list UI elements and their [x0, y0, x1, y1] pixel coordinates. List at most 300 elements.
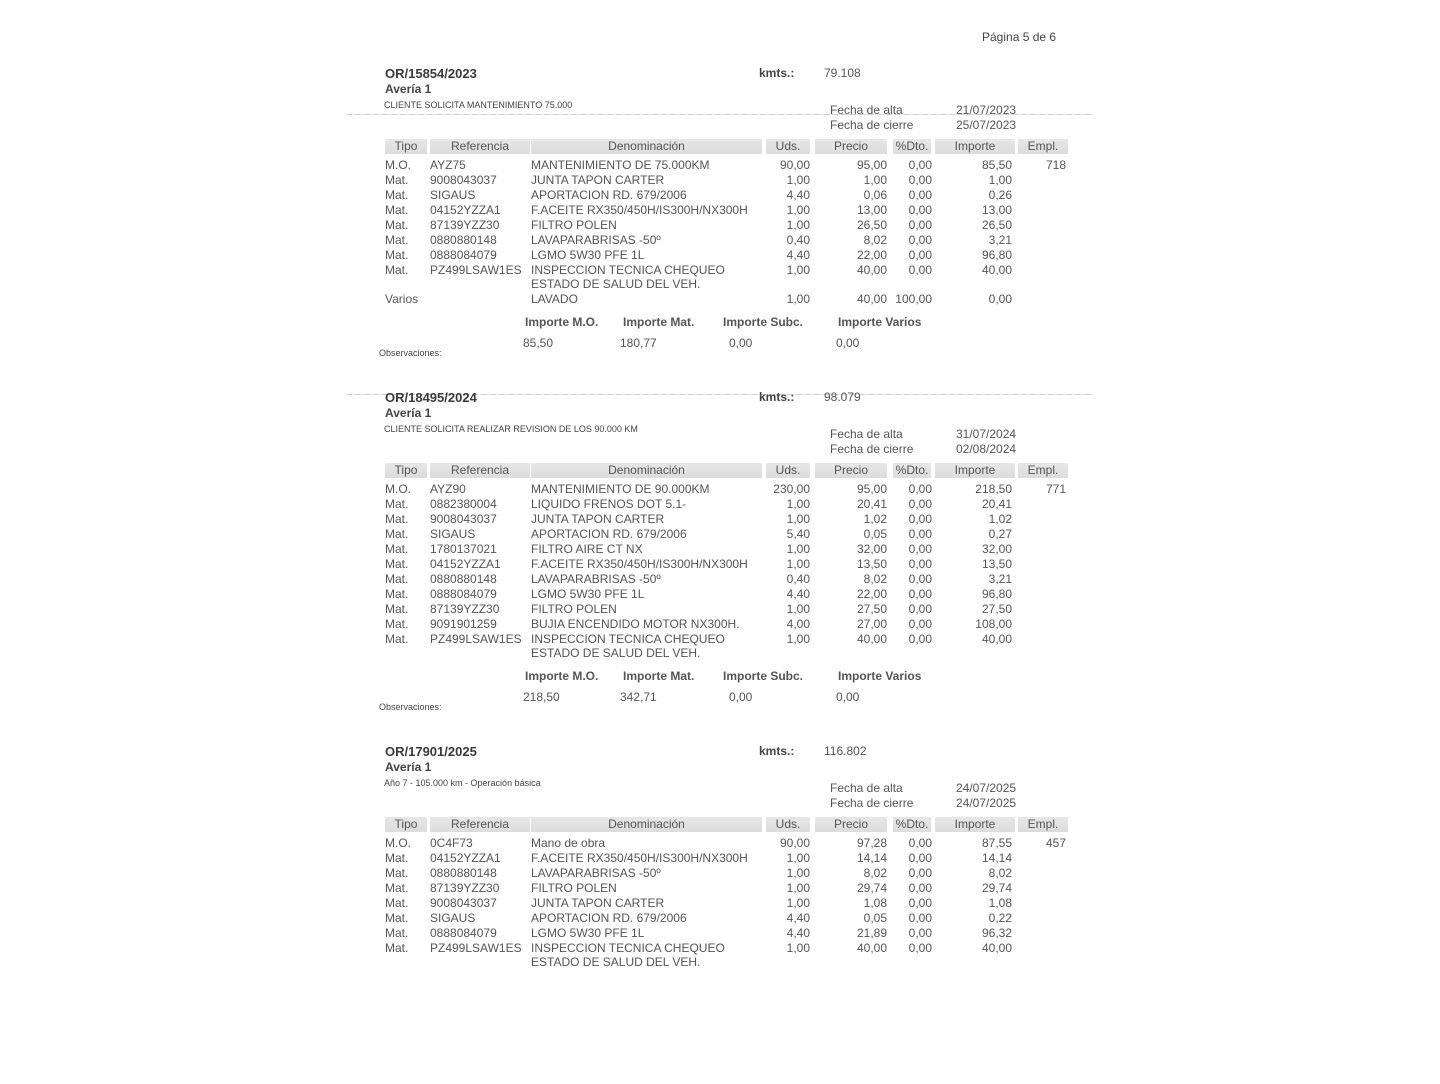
line-precio: 40,00	[856, 632, 887, 646]
line-denominacion: MANTENIMIENTO DE 90.000KM	[531, 482, 710, 496]
line-precio: 29,74	[856, 881, 887, 895]
client-request: CLIENTE SOLICITA MANTENIMIENTO 75.000	[384, 100, 573, 110]
line-uds: 1,00	[786, 632, 810, 646]
line-denominacion: FILTRO AIRE CT NX	[531, 542, 643, 556]
line-dto: 0,00	[908, 542, 932, 556]
line-dto: 0,00	[908, 512, 932, 526]
table-row	[0, 158, 1440, 173]
kmts-value: 98.079	[824, 390, 861, 404]
line-denominacion: LAVADO	[531, 292, 578, 306]
line-tipo: Mat.	[385, 512, 409, 526]
table-row	[0, 527, 1440, 542]
line-denominacion: LAVAPARABRISAS -50º	[531, 233, 661, 247]
line-dto: 0,00	[908, 851, 932, 865]
line-referencia: 0882380004	[430, 497, 497, 511]
table-row	[0, 896, 1440, 911]
line-precio: 40,00	[856, 941, 887, 955]
line-importe: 85,50	[981, 158, 1012, 172]
line-denominacion-cont: ESTADO DE SALUD DEL VEH.	[531, 646, 701, 660]
line-importe: 27,50	[981, 602, 1012, 616]
header-uds: Uds.	[766, 463, 810, 478]
line-denominacion: LGMO 5W30 PFE 1L	[531, 587, 645, 601]
total-label-varios: Importe Varios	[838, 669, 922, 683]
line-uds: 230,00	[773, 482, 810, 496]
line-tipo: Mat.	[385, 572, 409, 586]
line-referencia: 04152YZZA1	[430, 203, 501, 217]
line-denominacion: INSPECCION TECNICA CHEQUEO	[531, 632, 725, 646]
kmts-label: kmts.:	[759, 744, 795, 758]
total-label-subc: Importe Subc.	[723, 669, 804, 683]
line-dto: 0,00	[908, 572, 932, 586]
line-denominacion: APORTACION RD. 679/2006	[531, 911, 687, 925]
line-dto: 0,00	[908, 881, 932, 895]
line-importe: 14,14	[981, 851, 1012, 865]
line-tipo: Mat.	[385, 881, 409, 895]
table-row	[0, 926, 1440, 941]
line-importe: 20,41	[981, 497, 1012, 511]
line-uds: 90,00	[779, 158, 810, 172]
line-denominacion: LAVAPARABRISAS -50º	[531, 866, 661, 880]
fecha-cierre-value: 25/07/2023	[956, 118, 1017, 132]
table-row	[0, 572, 1440, 587]
line-importe: 1,08	[988, 896, 1012, 910]
line-tipo: Mat.	[385, 557, 409, 571]
line-uds: 5,40	[786, 527, 810, 541]
fecha-alta-value: 31/07/2024	[956, 427, 1017, 441]
line-dto: 0,00	[908, 602, 932, 616]
header-uds: Uds.	[766, 139, 810, 154]
table-row	[0, 248, 1440, 263]
line-dto: 0,00	[908, 926, 932, 940]
line-uds: 4,40	[786, 911, 810, 925]
line-importe: 96,80	[981, 248, 1012, 262]
header-referencia: Referencia	[430, 817, 530, 832]
line-uds: 1,00	[786, 602, 810, 616]
header-precio: Precio	[815, 139, 887, 154]
line-tipo: M.O.	[385, 158, 411, 172]
line-importe: 1,00	[988, 173, 1012, 187]
line-tipo: Mat.	[385, 203, 409, 217]
line-referencia: PZ499LSAW1ES	[430, 941, 522, 955]
line-referencia: 1780137021	[430, 542, 497, 556]
order-number: OR/18495/2024	[385, 390, 477, 405]
line-dto: 0,00	[908, 527, 932, 541]
line-importe: 32,00	[981, 542, 1012, 556]
table-row	[0, 941, 1440, 956]
line-tipo: Mat.	[385, 248, 409, 262]
line-dto: 0,00	[908, 557, 932, 571]
table-row	[0, 602, 1440, 617]
line-dto: 0,00	[908, 896, 932, 910]
line-importe: 40,00	[981, 263, 1012, 277]
total-value-subc: 0,00	[729, 690, 753, 704]
table-row	[0, 173, 1440, 188]
line-tipo: Mat.	[385, 941, 409, 955]
header-referencia: Referencia	[430, 139, 530, 154]
line-precio: 8,02	[863, 866, 887, 880]
averia-label: Avería 1	[385, 406, 432, 420]
line-denominacion: JUNTA TAPON CARTER	[531, 512, 665, 526]
line-precio: 8,02	[863, 572, 887, 586]
table-row	[0, 911, 1440, 926]
line-uds: 1,00	[786, 896, 810, 910]
averia-label: Avería 1	[385, 82, 432, 96]
line-precio: 26,50	[856, 218, 887, 232]
line-uds: 1,00	[786, 941, 810, 955]
line-uds: 1,00	[786, 263, 810, 277]
table-row	[0, 233, 1440, 248]
line-denominacion: INSPECCION TECNICA CHEQUEO	[531, 263, 725, 277]
line-tipo: M.O.	[385, 836, 411, 850]
line-uds: 4,40	[786, 587, 810, 601]
table-row	[0, 542, 1440, 557]
line-tipo: Mat.	[385, 587, 409, 601]
header-precio: Precio	[815, 817, 887, 832]
table-row	[0, 292, 1440, 307]
line-empl: 771	[1046, 482, 1067, 496]
table-row-continuation	[0, 646, 1440, 661]
table-row	[0, 617, 1440, 632]
line-denominacion: JUNTA TAPON CARTER	[531, 896, 665, 910]
line-precio: 0,06	[863, 188, 887, 202]
line-tipo: Mat.	[385, 851, 409, 865]
line-precio: 22,00	[856, 248, 887, 262]
line-denominacion: APORTACION RD. 679/2006	[531, 188, 687, 202]
line-importe: 40,00	[981, 632, 1012, 646]
line-referencia: 0C4F73	[430, 836, 473, 850]
line-precio: 1,00	[863, 173, 887, 187]
header-precio: Precio	[815, 463, 887, 478]
total-label-mat: Importe Mat.	[623, 315, 695, 329]
line-dto: 0,00	[908, 203, 932, 217]
line-precio: 8,02	[863, 233, 887, 247]
line-dto: 0,00	[908, 836, 932, 850]
fecha-alta-value: 21/07/2023	[956, 103, 1017, 117]
table-row	[0, 851, 1440, 866]
header-tipo: Tipo	[385, 463, 427, 478]
table-row	[0, 482, 1440, 497]
line-dto: 0,00	[908, 158, 932, 172]
line-precio: 95,00	[856, 482, 887, 496]
table-row-continuation	[0, 955, 1440, 970]
line-denominacion: MANTENIMIENTO DE 75.000KM	[531, 158, 710, 172]
total-value-mat: 180,77	[620, 336, 657, 350]
table-row	[0, 218, 1440, 233]
line-dto: 0,00	[908, 632, 932, 646]
table-row	[0, 836, 1440, 851]
total-label-mo: Importe M.O.	[525, 315, 599, 329]
line-importe: 1,02	[988, 512, 1012, 526]
fecha-cierre-label: Fecha de cierre	[830, 796, 914, 810]
line-tipo: Mat.	[385, 218, 409, 232]
line-tipo: Mat.	[385, 617, 409, 631]
kmts-value: 116.802	[824, 744, 867, 758]
line-referencia: 0888084079	[430, 587, 497, 601]
line-precio: 27,00	[856, 617, 887, 631]
line-tipo: Mat.	[385, 866, 409, 880]
line-referencia: 9008043037	[430, 512, 497, 526]
line-precio: 95,00	[856, 158, 887, 172]
table-row	[0, 263, 1440, 278]
header-uds: Uds.	[766, 817, 810, 832]
line-denominacion: APORTACION RD. 679/2006	[531, 527, 687, 541]
order-number: OR/17901/2025	[385, 744, 477, 759]
line-importe: 0,00	[988, 292, 1012, 306]
line-dto: 0,00	[908, 866, 932, 880]
header-importe: Importe	[935, 463, 1015, 478]
observaciones-label: Observaciones:	[379, 702, 442, 712]
table-row	[0, 497, 1440, 512]
header-importe: Importe	[935, 139, 1015, 154]
line-denominacion-cont: ESTADO DE SALUD DEL VEH.	[531, 277, 701, 291]
line-dto: 0,00	[908, 263, 932, 277]
line-dto: 0,00	[908, 941, 932, 955]
line-importe: 108,00	[975, 617, 1012, 631]
line-referencia: 0888084079	[430, 248, 497, 262]
line-referencia: 04152YZZA1	[430, 557, 501, 571]
line-dto: 0,00	[908, 173, 932, 187]
line-tipo: Mat.	[385, 911, 409, 925]
line-dto: 0,00	[908, 248, 932, 262]
line-denominacion: BUJIA ENCENDIDO MOTOR NX300H.	[531, 617, 740, 631]
line-tipo: Mat.	[385, 233, 409, 247]
header-dto: %Dto.	[893, 817, 931, 832]
line-precio: 97,28	[856, 836, 887, 850]
line-referencia: SIGAUS	[430, 188, 476, 202]
line-referencia: AYZ75	[430, 158, 466, 172]
line-dto: 0,00	[908, 911, 932, 925]
client-request: Año 7 - 105.000 km - Operación básica	[384, 778, 541, 788]
line-importe: 87,55	[981, 836, 1012, 850]
line-tipo: Mat.	[385, 896, 409, 910]
kmts-value: 79.108	[824, 66, 861, 80]
line-precio: 40,00	[856, 292, 887, 306]
line-denominacion: Mano de obra	[531, 836, 606, 850]
fecha-cierre-value: 24/07/2025	[956, 796, 1017, 810]
fecha-alta-label: Fecha de alta	[830, 781, 903, 795]
total-value-mat: 342,71	[620, 690, 657, 704]
line-importe: 13,00	[981, 203, 1012, 217]
header-empl: Empl.	[1018, 817, 1068, 832]
table-row	[0, 203, 1440, 218]
line-precio: 22,00	[856, 587, 887, 601]
line-importe: 13,50	[981, 557, 1012, 571]
line-denominacion: F.ACEITE RX350/450H/IS300H/NX300H	[531, 557, 748, 571]
line-denominacion: INSPECCION TECNICA CHEQUEO	[531, 941, 725, 955]
line-precio: 27,50	[856, 602, 887, 616]
total-label-varios: Importe Varios	[838, 315, 922, 329]
line-referencia: AYZ90	[430, 482, 466, 496]
line-dto: 0,00	[908, 497, 932, 511]
fecha-alta-label: Fecha de alta	[830, 427, 903, 441]
line-precio: 1,08	[863, 896, 887, 910]
fecha-cierre-label: Fecha de cierre	[830, 118, 914, 132]
line-dto: 100,00	[895, 292, 932, 306]
total-label-subc: Importe Subc.	[723, 315, 804, 329]
total-value-mo: 218,50	[523, 690, 560, 704]
line-referencia: PZ499LSAW1ES	[430, 263, 522, 277]
line-precio: 14,14	[856, 851, 887, 865]
line-tipo: Mat.	[385, 926, 409, 940]
line-referencia: 0888084079	[430, 926, 497, 940]
line-uds: 1,00	[786, 851, 810, 865]
table-row	[0, 587, 1440, 602]
table-row	[0, 632, 1440, 647]
header-tipo: Tipo	[385, 139, 427, 154]
line-referencia: 9008043037	[430, 896, 497, 910]
header-tipo: Tipo	[385, 817, 427, 832]
line-importe: 3,21	[988, 572, 1012, 586]
line-importe: 218,50	[975, 482, 1012, 496]
kmts-label: kmts.:	[759, 390, 795, 404]
line-uds: 0,40	[786, 233, 810, 247]
line-importe: 40,00	[981, 941, 1012, 955]
line-importe: 0,22	[988, 911, 1012, 925]
table-row-continuation	[0, 277, 1440, 292]
fecha-cierre-value: 02/08/2024	[956, 442, 1017, 456]
client-request: CLIENTE SOLICITA REALIZAR REVISION DE LOS 90.000 KM	[384, 424, 638, 434]
line-tipo: Mat.	[385, 602, 409, 616]
page-number: Página 5 de 6	[982, 30, 1057, 44]
line-uds: 1,00	[786, 512, 810, 526]
line-precio: 21,89	[856, 926, 887, 940]
line-uds: 1,00	[786, 292, 810, 306]
line-tipo: Mat.	[385, 542, 409, 556]
fecha-alta-value: 24/07/2025	[956, 781, 1017, 795]
total-value-subc: 0,00	[729, 336, 753, 350]
table-row	[0, 512, 1440, 527]
header-empl: Empl.	[1018, 139, 1068, 154]
line-precio: 32,00	[856, 542, 887, 556]
line-denominacion: FILTRO POLEN	[531, 881, 617, 895]
line-dto: 0,00	[908, 587, 932, 601]
table-row	[0, 866, 1440, 881]
line-importe: 26,50	[981, 218, 1012, 232]
line-tipo: Varios	[385, 292, 419, 306]
line-dto: 0,00	[908, 617, 932, 631]
line-uds: 1,00	[786, 881, 810, 895]
header-empl: Empl.	[1018, 463, 1068, 478]
line-uds: 1,00	[786, 173, 810, 187]
header-denominacion: Denominación	[531, 463, 762, 478]
line-uds: 4,40	[786, 248, 810, 262]
line-denominacion: LIQUIDO FRENOS DOT 5.1-	[531, 497, 687, 511]
header-dto: %Dto.	[893, 139, 931, 154]
line-referencia: 9091901259	[430, 617, 497, 631]
line-uds: 1,00	[786, 542, 810, 556]
total-value-varios: 0,00	[836, 336, 860, 350]
line-uds: 4,00	[786, 617, 810, 631]
line-tipo: Mat.	[385, 497, 409, 511]
header-denominacion: Denominación	[531, 817, 762, 832]
line-tipo: M.O.	[385, 482, 411, 496]
line-uds: 90,00	[779, 836, 810, 850]
line-denominacion: F.ACEITE RX350/450H/IS300H/NX300H	[531, 203, 748, 217]
line-precio: 1,02	[863, 512, 887, 526]
table-row	[0, 557, 1440, 572]
line-tipo: Mat.	[385, 188, 409, 202]
header-referencia: Referencia	[430, 463, 530, 478]
line-dto: 0,00	[908, 218, 932, 232]
total-label-mo: Importe M.O.	[525, 669, 599, 683]
table-row	[0, 188, 1440, 203]
line-importe: 29,74	[981, 881, 1012, 895]
line-uds: 1,00	[786, 557, 810, 571]
fecha-cierre-label: Fecha de cierre	[830, 442, 914, 456]
line-tipo: Mat.	[385, 173, 409, 187]
line-uds: 1,00	[786, 866, 810, 880]
line-importe: 96,80	[981, 587, 1012, 601]
line-empl: 718	[1046, 158, 1067, 172]
line-denominacion: FILTRO POLEN	[531, 218, 617, 232]
order-number: OR/15854/2023	[385, 66, 477, 81]
fecha-alta-label: Fecha de alta	[830, 103, 903, 117]
line-precio: 0,05	[863, 911, 887, 925]
kmts-label: kmts.:	[759, 66, 795, 80]
line-referencia: 87139YZZ30	[430, 218, 500, 232]
line-referencia: 87139YZZ30	[430, 602, 500, 616]
line-denominacion: LAVAPARABRISAS -50º	[531, 572, 661, 586]
order-section	[0, 390, 1440, 730]
line-referencia: PZ499LSAW1ES	[430, 632, 522, 646]
line-importe: 0,26	[988, 188, 1012, 202]
line-precio: 20,41	[856, 497, 887, 511]
line-precio: 40,00	[856, 263, 887, 277]
line-dto: 0,00	[908, 482, 932, 496]
order-section	[0, 66, 1440, 406]
line-importe: 3,21	[988, 233, 1012, 247]
line-denominacion-cont: ESTADO DE SALUD DEL VEH.	[531, 955, 701, 969]
total-label-mat: Importe Mat.	[623, 669, 695, 683]
line-denominacion: F.ACEITE RX350/450H/IS300H/NX300H	[531, 851, 748, 865]
line-referencia: SIGAUS	[430, 527, 476, 541]
line-importe: 0,27	[988, 527, 1012, 541]
line-empl: 457	[1046, 836, 1067, 850]
line-tipo: Mat.	[385, 527, 409, 541]
header-dto: %Dto.	[893, 463, 931, 478]
line-referencia: 0880880148	[430, 233, 497, 247]
line-referencia: SIGAUS	[430, 911, 476, 925]
line-tipo: Mat.	[385, 263, 409, 277]
line-referencia: 0880880148	[430, 866, 497, 880]
header-denominacion: Denominación	[531, 139, 762, 154]
line-referencia: 87139YZZ30	[430, 881, 500, 895]
table-row	[0, 881, 1440, 896]
order-section	[0, 744, 1440, 1084]
line-uds: 4,40	[786, 188, 810, 202]
line-denominacion: LGMO 5W30 PFE 1L	[531, 926, 645, 940]
total-value-varios: 0,00	[836, 690, 860, 704]
line-uds: 1,00	[786, 497, 810, 511]
line-dto: 0,00	[908, 188, 932, 202]
line-uds: 1,00	[786, 218, 810, 232]
line-precio: 13,00	[856, 203, 887, 217]
line-referencia: 9008043037	[430, 173, 497, 187]
line-tipo: Mat.	[385, 632, 409, 646]
line-denominacion: FILTRO POLEN	[531, 602, 617, 616]
line-importe: 8,02	[988, 866, 1012, 880]
line-denominacion: JUNTA TAPON CARTER	[531, 173, 665, 187]
header-importe: Importe	[935, 817, 1015, 832]
line-precio: 13,50	[856, 557, 887, 571]
line-uds: 1,00	[786, 203, 810, 217]
line-importe: 96,32	[981, 926, 1012, 940]
line-denominacion: LGMO 5W30 PFE 1L	[531, 248, 645, 262]
total-value-mo: 85,50	[523, 336, 554, 350]
averia-label: Avería 1	[385, 760, 432, 774]
line-dto: 0,00	[908, 233, 932, 247]
line-precio: 0,05	[863, 527, 887, 541]
